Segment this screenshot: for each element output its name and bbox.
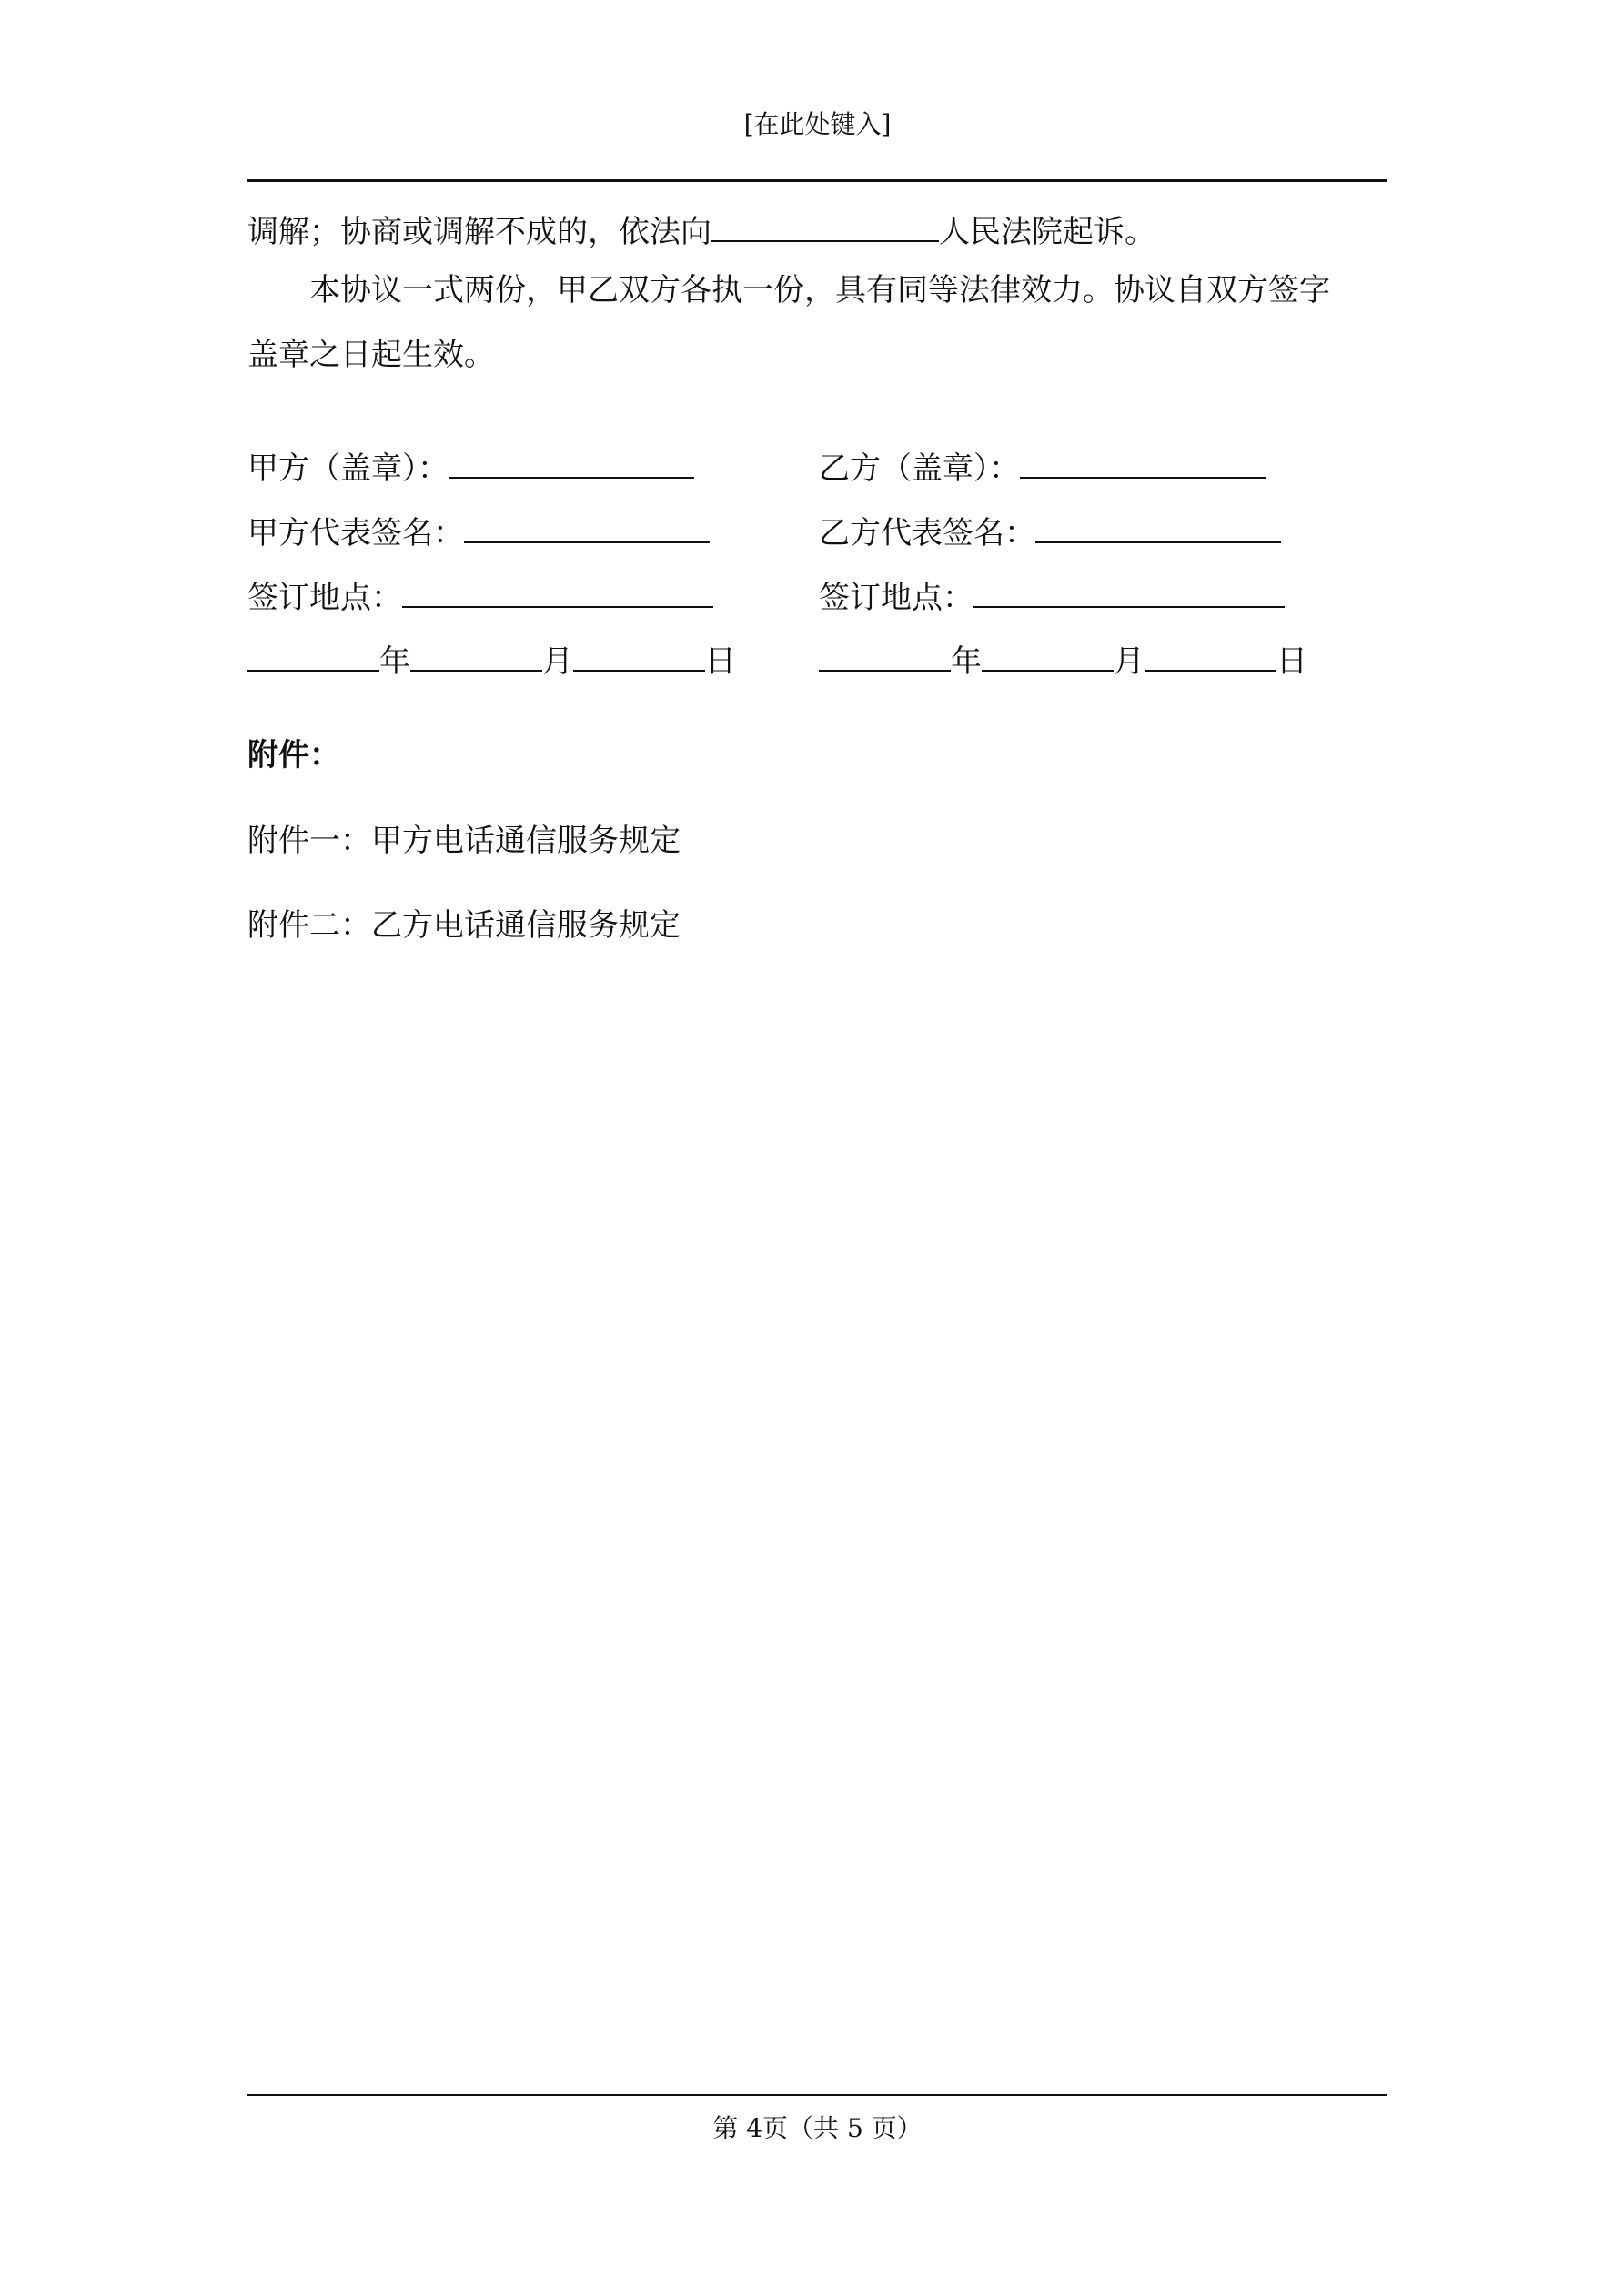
party-a-month-blank[interactable]	[410, 639, 542, 672]
dispute-text-after: 人民法院起诉。	[939, 214, 1155, 250]
copies-clause-line-2: 盖章之日起生效。	[247, 337, 495, 373]
party-b-place-label: 签订地点：	[819, 580, 973, 616]
party-a-day-blank[interactable]	[573, 639, 705, 672]
court-name-blank[interactable]	[711, 209, 939, 242]
party-a-rep-label: 甲方代表签名：	[247, 515, 464, 551]
copies-clause-line-1: 本协议一式两份，甲乙双方各执一份，具有同等法律效力。协议自双方签字	[309, 272, 1330, 308]
party-a-place-blank[interactable]	[402, 575, 713, 608]
party-b-place-row	[819, 575, 1285, 618]
party-b-month-blank[interactable]	[982, 639, 1114, 672]
party-b-year-blank[interactable]	[819, 639, 951, 672]
dispute-text-before: 调解；协商或调解不成的，依法向	[247, 214, 711, 250]
party-b-place-blank[interactable]	[973, 575, 1285, 608]
party-a-seal-row	[247, 446, 694, 489]
party-a-place-row	[247, 575, 713, 618]
dispute-clause-line	[247, 209, 1155, 252]
party-b-year-label: 年	[951, 643, 982, 680]
party-b-rep-label: 乙方代表签名：	[819, 515, 1035, 551]
party-a-rep-row	[247, 511, 710, 553]
attachment-item-1: 附件一：甲方电话通信服务规定	[247, 823, 681, 859]
party-b-rep-row	[819, 511, 1281, 553]
header-rule	[247, 179, 1387, 182]
party-a-seal-blank[interactable]	[449, 446, 694, 479]
party-b-month-label: 月	[1114, 643, 1145, 680]
party-a-day-label: 日	[705, 643, 736, 680]
party-a-seal-label: 甲方（盖章）：	[247, 450, 449, 487]
party-b-day-blank[interactable]	[1145, 639, 1276, 672]
party-b-day-label: 日	[1276, 643, 1307, 680]
page-number-footer: 第 4页（共 5 页）	[712, 2113, 923, 2143]
party-a-year-label: 年	[379, 643, 410, 680]
attachment-item-2: 附件二：乙方电话通信服务规定	[247, 907, 681, 944]
page-header: [在此处键入]	[743, 109, 892, 139]
party-a-date-row	[247, 639, 736, 682]
party-b-seal-label: 乙方（盖章）：	[819, 450, 1020, 487]
party-b-date-row	[819, 639, 1307, 682]
footer-rule	[247, 2094, 1387, 2096]
party-a-month-label: 月	[542, 643, 573, 680]
party-a-year-blank[interactable]	[247, 639, 379, 672]
party-b-rep-blank[interactable]	[1035, 511, 1281, 543]
party-a-rep-blank[interactable]	[464, 511, 710, 543]
attachments-heading: 附件：	[247, 737, 340, 774]
party-a-place-label: 签订地点：	[247, 580, 402, 616]
party-b-seal-blank[interactable]	[1020, 446, 1266, 479]
party-b-seal-row	[819, 446, 1266, 489]
